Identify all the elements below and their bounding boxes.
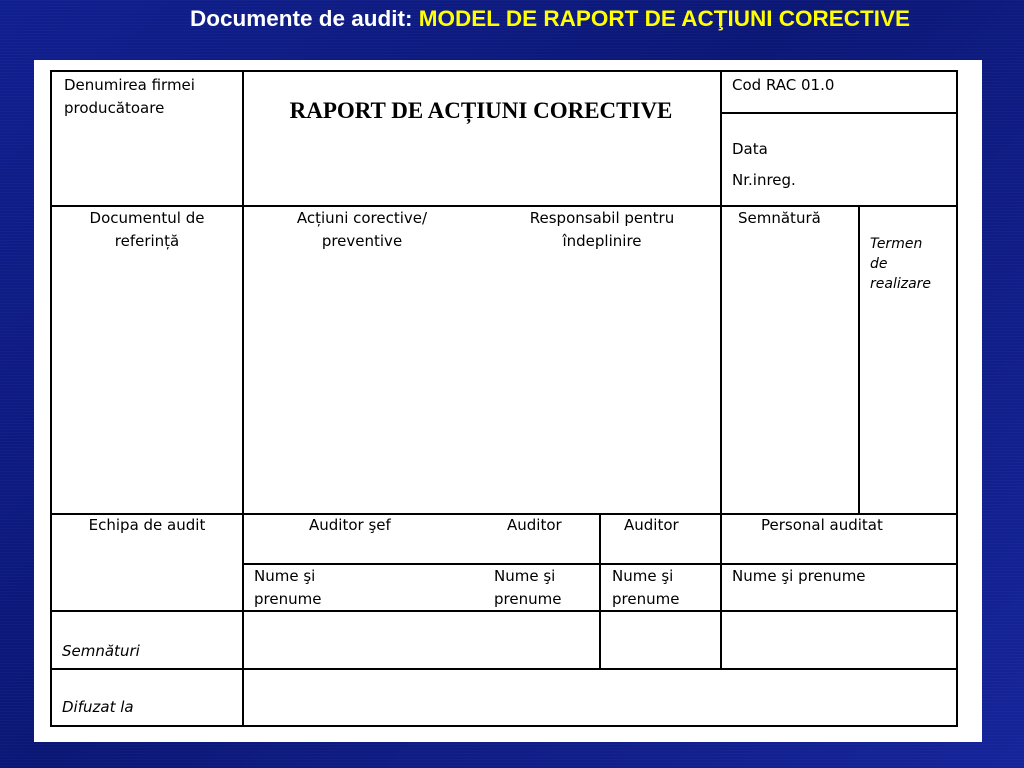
signatures-label: Semnături <box>62 642 140 660</box>
deadline-heading: Termen de realizare <box>870 236 932 292</box>
slide-title-emphasis: MODEL DE RAPORT DE ACŢIUNI CORECTIVE <box>418 6 911 31</box>
audited-staff-name-label: Nume şi prenume <box>732 567 866 585</box>
slide-title-lead: Documente de audit: <box>189 6 413 31</box>
corrective-action-form <box>50 70 958 727</box>
signature-heading: Semnătură <box>738 209 821 227</box>
audited-staff-heading: Personal auditat <box>761 516 883 534</box>
company-name-label: Denumirea firmei producătoare <box>64 76 195 117</box>
registration-number-label: Nr.inreg. <box>732 171 796 189</box>
auditor-2-name-label: Nume şi prenume <box>612 567 680 608</box>
col-divider-auditor-2 <box>599 513 601 668</box>
audit-team-label: Echipa de audit <box>88 516 206 534</box>
slide-title <box>0 6 1024 32</box>
row-divider-distribution <box>52 668 956 670</box>
chief-auditor-heading: Auditor şef <box>309 516 391 534</box>
row-divider-code <box>720 112 956 114</box>
corrective-actions-heading: Acțiuni corective/ preventive <box>296 209 428 250</box>
report-title: RAPORT DE ACȚIUNI CORECTIVE <box>289 98 673 123</box>
reference-document-heading: Documentul de referință <box>89 209 205 250</box>
date-label: Data <box>732 140 768 158</box>
distributed-to-label: Difuzat la <box>62 698 134 716</box>
col-divider-signature <box>720 72 722 668</box>
report-code: Cod RAC 01.0 <box>732 76 835 94</box>
auditor-heading-1: Auditor <box>507 516 562 534</box>
chief-auditor-name-label: Nume şi prenume <box>254 567 322 608</box>
responsible-heading: Responsabil pentru îndeplinire <box>529 209 675 250</box>
col-divider-first <box>242 72 244 725</box>
auditor-heading-2: Auditor <box>624 516 679 534</box>
auditor-1-name-label: Nume şi prenume <box>494 567 562 608</box>
col-divider-deadline <box>858 205 860 513</box>
